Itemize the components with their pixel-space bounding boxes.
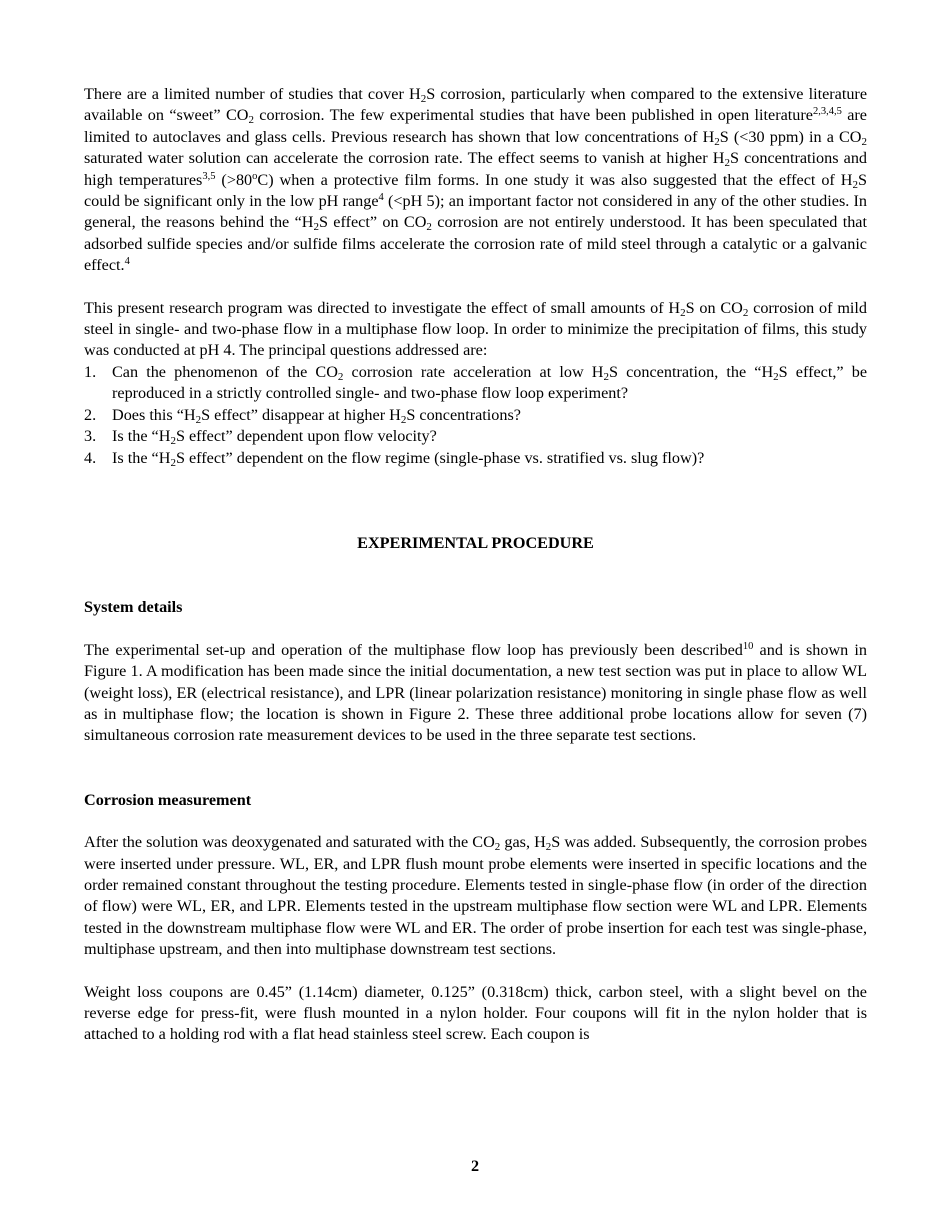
research-questions-list — [84, 362, 867, 469]
corrosion-paragraph-2: Weight loss coupons are 0.45” (1.14cm) diameter, 0.125” (0.318cm) thick, carbon steel, with a slight bevel on the reverse edge for press-fit, were flush mounted in a nylon holder. Four coupons will fit in the nylon holder that is attached to a holding rod with a flat head stainless steel screw. Each coupon is — [84, 982, 867, 1044]
corrosion-paragraph-1: After the solution was deoxygenated and saturated with the $CO_2$ gas, $H_2S$ was added. Subsequently, the corrosion probes were inserted under pressure. WL, ER, and LPR flush mount probe elements were inserted in specific locations and the order remained constant throughout the testing procedure. Elements tested in single-phase flow (in order of the direction of flow) were WL, ER, and LPR. Elements tested in the upstream multiphase flow section were WL and LPR. Elements tested in the downstream multiphase flow were WL and ER. The order of probe insertion for each test was single-phase, multiphase upstream, and then into multiphase downstream test sections. — [84, 833, 867, 959]
subsection-heading-corrosion-measurement: Corrosion measurement — [84, 790, 252, 809]
intro-paragraph-1: There are a limited number of studies that cover $H_2S$ corrosion, particularly when compared to the extensive literature available on “sweet” $CO_2$ corrosion. The few experimental studies that have been published in open literature$^{2,3,4,5}$ are limited to autoclaves and glass cells. Previous research has shown that low concentrations of $H_2S$ (<30 ppm) in a $CO_2$ saturated water solution can accelerate the corrosion rate. The effect seems to vanish at higher $H_2S$ concentrations and high temperatures$^{3,5}$ $(>80^oC)$ when a protective film forms. In one study it was also suggested that the effect of $H_2S$ could be significant only in the low pH range$^4$ (<pH 5); an important factor not considered in any of the other studies. In general, the reasons behind the “$H_2S$ effect” on $CO_2$ corrosion are not entirely understood. It has been speculated that adsorbed sulfide species and/or sulfide films accelerate the corrosion rate of mild steel through a catalytic or a galvanic effect.$^4$ — [84, 85, 868, 275]
subsection-heading-system-details: System details — [84, 598, 183, 617]
system-details-paragraph: The experimental set-up and operation of the multiphase flow loop has previously been described$^{10}$ and is shown in Figure 1. A modification has been made since the initial documentation, a new test section was put in place to allow WL (weight loss), ER (electrical resistance), and LPR (linear polarization resistance) monitoring in single phase flow as well as in multiphase flow; the location is shown in Figure 2. These three additional probe locations allow for seven (7) simultaneous corrosion rate measurement devices to be used in the three separate test sections. — [84, 640, 868, 745]
section-heading-experimental: EXPERIMENTAL PROCEDURE — [357, 533, 594, 552]
research-question: 4. Is the “$H_2S$ effect” dependent on the flow regime (single-phase vs. stratified vs. slug flow)? — [84, 448, 705, 469]
research-question: 1. Can the phenomenon of the $CO_2$ corrosion rate acceleration at low $H_2S$ concentration, the “$H_2S$ effect,” be reproduced in a strictly controlled single- and two-phase flow loop experiment? — [84, 362, 867, 403]
page-body — [84, 84, 867, 1046]
research-question: 2. Does this “$H_2S$ effect” disappear at higher $H_2S$ concentrations? — [84, 405, 521, 426]
page-number: 2 — [470, 1157, 480, 1175]
research-question: 3. Is the “$H_2S$ effect” dependent upon flow velocity? — [84, 427, 437, 448]
intro-paragraph-2: This present research program was directed to investigate the effect of small amounts of $H_2S$ on $CO_2$ corrosion of mild steel in single- and two-phase flow in a multiphase flow loop. In order to minimize the precipitation of films, this study was conducted at pH 4. The principal questions addressed are: — [84, 298, 867, 360]
